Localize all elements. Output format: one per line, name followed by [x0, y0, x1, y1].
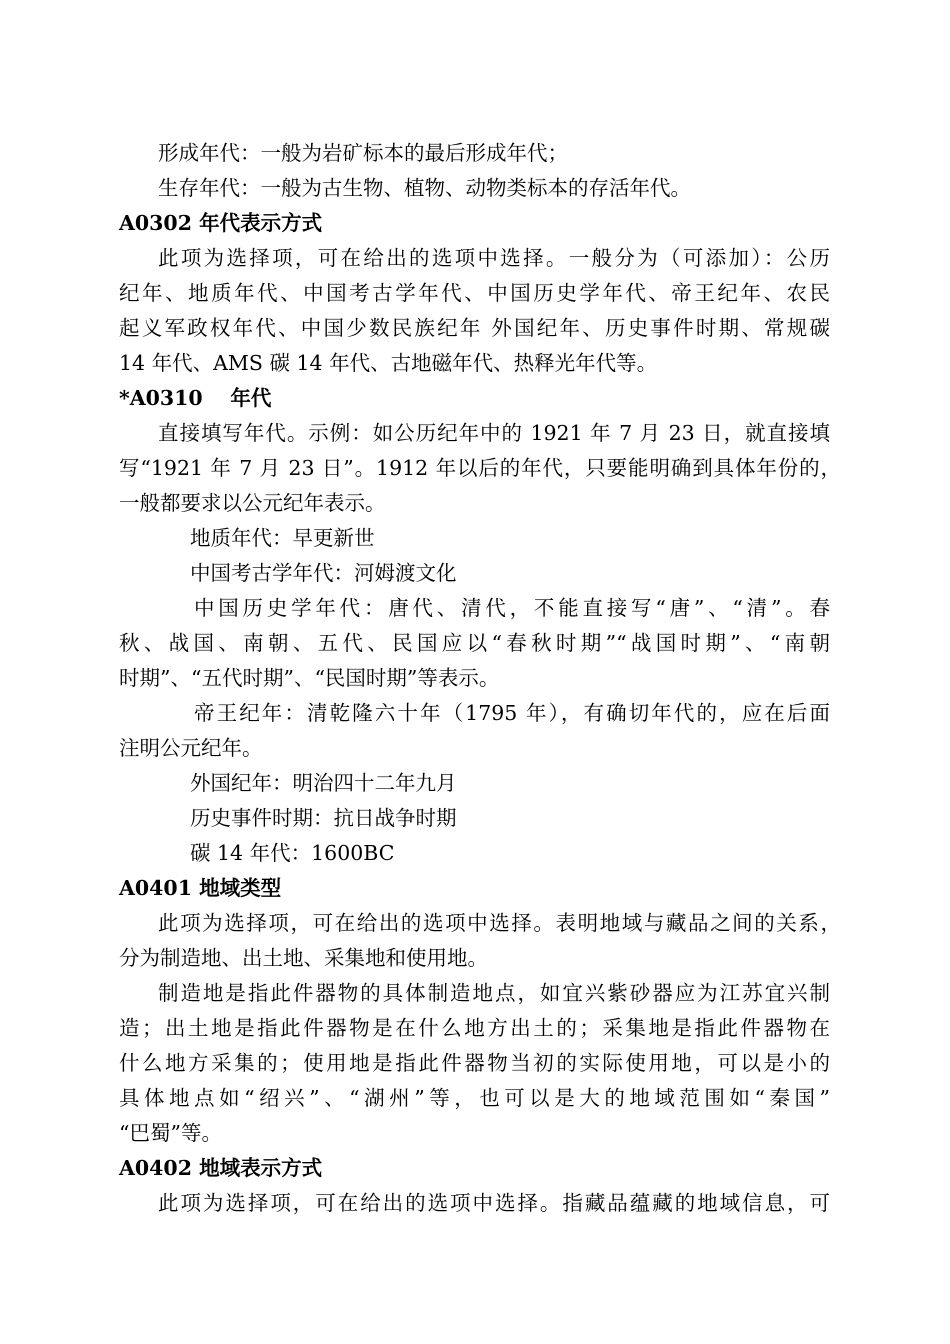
paragraph-line: 碳 14 年代：1600BC: [190, 841, 395, 865]
paragraph-line: “巴蜀”等。: [119, 1121, 222, 1145]
paragraph-line: 历史事件时期：抗日战争时期: [190, 806, 457, 830]
paragraph-line: 14 年代、AMS 碳 14 年代、古地磁年代、热释光年代等。: [119, 351, 658, 375]
section-heading: *A0310 年代: [119, 386, 272, 410]
paragraph-line: 时期”、“五代时期”、“民国时期”等表示。: [119, 666, 500, 690]
paragraph-line: 外国纪年：明治四十二年九月: [190, 771, 457, 795]
paragraph-line: 一般都要求以公元纪年表示。: [119, 491, 386, 515]
paragraph-line: 写“1921 年 7 月 23 日”。1912 年以后的年代，只要能明确到具体年份的，: [119, 456, 841, 480]
paragraph-line: 中国考古学年代：河姆渡文化: [190, 561, 457, 585]
paragraph-line: 秋、战国、南朝、五代、民国应以“春秋时期”“战国时期”、“南朝: [119, 631, 830, 655]
paragraph-line: 帝王纪年：清乾隆六十年（1795 年），有确切年代的，应在后面: [194, 701, 830, 725]
paragraph-line: 此项为选择项，可在给出的选项中选择。表明地域与藏品之间的关系，: [158, 911, 841, 935]
paragraph-line: 生存年代：一般为古生物、植物、动物类标本的存活年代。: [158, 176, 691, 200]
paragraph-line: 此项为选择项，可在给出的选项中选择。指藏品蕴藏的地域信息，可: [158, 1191, 830, 1215]
paragraph-line: 起义军政权年代、中国少数民族纪年 外国纪年、历史事件时期、常规碳: [119, 316, 830, 340]
paragraph-line: 形成年代：一般为岩矿标本的最后形成年代；: [158, 141, 568, 165]
paragraph-line: 什么地方采集的；使用地是指此件器物当初的实际使用地，可以是小的: [119, 1051, 830, 1075]
section-heading: A0401 地域类型: [119, 876, 282, 900]
paragraph-line: 制造地是指此件器物的具体制造地点，如宜兴紫砂器应为江苏宜兴制: [158, 981, 830, 1005]
section-heading: A0302 年代表示方式: [119, 211, 323, 235]
paragraph-line: 中国历史学年代：唐代、清代，不能直接写“唐”、“清”。春: [194, 596, 830, 620]
paragraph-line: 造；出土地是指此件器物是在什么地方出土的；采集地是指此件器物在: [119, 1016, 830, 1040]
paragraph-line: 此项为选择项，可在给出的选项中选择。一般分为（可添加）：公历: [158, 246, 830, 270]
paragraph-line: 分为制造地、出土地、采集地和使用地。: [119, 946, 488, 970]
section-heading: A0402 地域表示方式: [119, 1156, 323, 1180]
paragraph-line: 具体地点如“绍兴”、“湖州”等，也可以是大的地域范围如“秦国”: [119, 1086, 830, 1110]
paragraph-line: 纪年、地质年代、中国考古学年代、中国历史学年代、帝王纪年、农民: [119, 281, 830, 305]
paragraph-line: 注明公元纪年。: [119, 736, 263, 760]
paragraph-line: 地质年代：早更新世: [190, 526, 375, 550]
paragraph-line: 直接填写年代。示例：如公历纪年中的 1921 年 7 月 23 日，就直接填: [158, 421, 830, 445]
